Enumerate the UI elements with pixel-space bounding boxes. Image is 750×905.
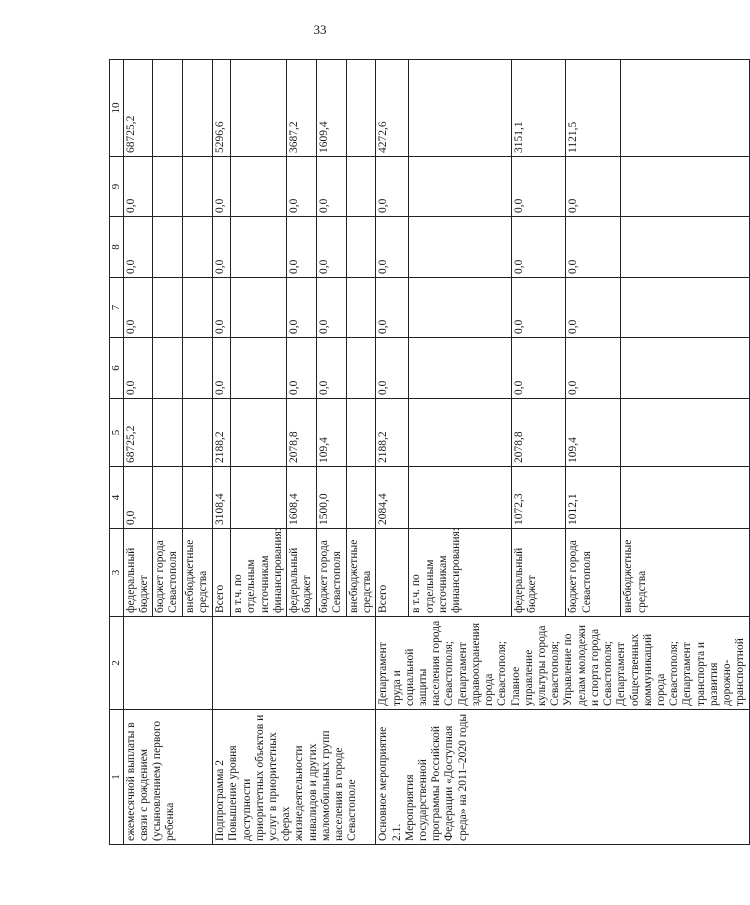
- value-cell-col-5: 2188,2: [213, 399, 231, 467]
- value-cell-col-10: 1121,5: [566, 60, 621, 157]
- value-cell-col-5: 2078,8: [286, 399, 316, 467]
- value-cell-col-7: [231, 278, 287, 338]
- value-cell-col-5: 2188,2: [376, 399, 409, 467]
- funding-source-cell: федеральный бюджет: [286, 529, 316, 617]
- funding-source-cell: бюджет города Севастополя: [566, 529, 621, 617]
- value-cell-col-9: [409, 157, 511, 217]
- executor-cell: Департамент труда и социальной защиты населения города Севастополя; Департамент здравоохранения города Севастополя; Главное управление культуры города Севастополя; Управление по делам молодежи и спорта города Севастополя; Департамент общественных коммуникаций города Севастополя; Департамент транспорта и развития дорожно-транспортной: [376, 617, 749, 710]
- value-cell-col-8: [346, 217, 375, 278]
- value-cell-col-6: 0,0: [316, 338, 346, 399]
- value-cell-col-5: [346, 399, 375, 467]
- value-cell-col-4: [346, 467, 375, 529]
- table-row: [213, 60, 231, 845]
- value-cell-col-10: [409, 60, 511, 157]
- col-header-8: 8: [110, 217, 124, 278]
- table-sheet: [109, 60, 747, 845]
- col-header-6: 6: [110, 338, 124, 399]
- value-cell-col-7: [621, 278, 749, 338]
- value-cell-col-7: [153, 278, 183, 338]
- financing-table: [109, 59, 750, 845]
- value-cell-col-9: [231, 157, 287, 217]
- col-header-1: 1: [110, 710, 124, 845]
- value-cell-col-5: [231, 399, 287, 467]
- value-cell-col-8: [621, 217, 749, 278]
- value-cell-col-7: 0,0: [376, 278, 409, 338]
- value-cell-col-5: 109,4: [316, 399, 346, 467]
- value-cell-col-7: 0,0: [566, 278, 621, 338]
- value-cell-col-10: 1609,4: [316, 60, 346, 157]
- value-cell-col-5: 68725,2: [123, 399, 152, 467]
- value-cell-col-7: [346, 278, 375, 338]
- value-cell-col-4: [231, 467, 287, 529]
- value-cell-col-9: [621, 157, 749, 217]
- value-cell-col-9: 0,0: [123, 157, 152, 217]
- value-cell-col-10: 3687,2: [286, 60, 316, 157]
- value-cell-col-8: [231, 217, 287, 278]
- column-number-row: [110, 60, 124, 845]
- value-cell-col-7: 0,0: [316, 278, 346, 338]
- value-cell-col-6: [231, 338, 287, 399]
- value-cell-col-6: 0,0: [376, 338, 409, 399]
- col-header-9: 9: [110, 157, 124, 217]
- value-cell-col-4: 3108,4: [213, 467, 231, 529]
- value-cell-col-10: [183, 60, 213, 157]
- col-header-7: 7: [110, 278, 124, 338]
- measure-name-cell: Основное мероприятие 2.1. Мероприятия государственной программы Российской Федерации «Доступная среда» на 2011–2020 годы: [376, 710, 749, 845]
- funding-source-cell: Всего: [376, 529, 409, 617]
- funding-source-cell: в т.ч. по отдельным источникам финансирования:: [409, 529, 511, 617]
- value-cell-col-7: 0,0: [213, 278, 231, 338]
- col-header-10: 10: [110, 60, 124, 157]
- funding-source-cell: бюджет города Севастополя: [153, 529, 183, 617]
- value-cell-col-9: 0,0: [316, 157, 346, 217]
- funding-source-cell: бюджет города Севастополя: [316, 529, 346, 617]
- value-cell-col-7: 0,0: [286, 278, 316, 338]
- value-cell-col-8: 0,0: [213, 217, 231, 278]
- funding-source-cell: федеральный бюджет: [511, 529, 566, 617]
- value-cell-col-9: 0,0: [376, 157, 409, 217]
- value-cell-col-6: [346, 338, 375, 399]
- value-cell-col-4: [153, 467, 183, 529]
- value-cell-col-6: 0,0: [286, 338, 316, 399]
- funding-source-cell: внебюджетные средства: [346, 529, 375, 617]
- value-cell-col-4: 1500,0: [316, 467, 346, 529]
- value-cell-col-6: 0,0: [511, 338, 566, 399]
- value-cell-col-9: 0,0: [566, 157, 621, 217]
- value-cell-col-10: 5296,6: [213, 60, 231, 157]
- value-cell-col-8: 0,0: [123, 217, 152, 278]
- value-cell-col-6: [409, 338, 511, 399]
- value-cell-col-9: [183, 157, 213, 217]
- value-cell-col-4: [621, 467, 749, 529]
- executor-cell: [123, 617, 212, 710]
- value-cell-col-6: [183, 338, 213, 399]
- value-cell-col-6: 0,0: [566, 338, 621, 399]
- rotated-table-container: [109, 60, 747, 845]
- value-cell-col-7: 0,0: [511, 278, 566, 338]
- executor-cell: [213, 617, 376, 710]
- table-row: [123, 60, 152, 845]
- funding-source-cell: федеральный бюджет: [123, 529, 152, 617]
- funding-source-cell: в т.ч. по отдельным источникам финансирования:: [231, 529, 287, 617]
- value-cell-col-10: [231, 60, 287, 157]
- value-cell-col-4: 1608,4: [286, 467, 316, 529]
- value-cell-col-6: 0,0: [123, 338, 152, 399]
- col-header-3: 3: [110, 529, 124, 617]
- value-cell-col-4: 1012,1: [566, 467, 621, 529]
- value-cell-col-6: [621, 338, 749, 399]
- value-cell-col-5: [409, 399, 511, 467]
- value-cell-col-9: 0,0: [286, 157, 316, 217]
- value-cell-col-8: 0,0: [511, 217, 566, 278]
- value-cell-col-4: 2084,4: [376, 467, 409, 529]
- value-cell-col-4: 1072,3: [511, 467, 566, 529]
- col-header-2: 2: [110, 617, 124, 710]
- value-cell-col-5: [153, 399, 183, 467]
- value-cell-col-7: 0,0: [123, 278, 152, 338]
- funding-source-cell: внебюджетные средства: [621, 529, 749, 617]
- value-cell-col-8: [409, 217, 511, 278]
- value-cell-col-6: [153, 338, 183, 399]
- value-cell-col-9: 0,0: [511, 157, 566, 217]
- value-cell-col-10: [153, 60, 183, 157]
- col-header-5: 5: [110, 399, 124, 467]
- measure-name-cell: Подпрограмма 2 Повышение уровня доступности приоритетных объектов и услуг в приоритетных сферах жизнедеятельности инвалидов и других маломобильных групп населения в городе Севастополе: [213, 710, 376, 845]
- table-body: [123, 60, 749, 845]
- value-cell-col-6: 0,0: [213, 338, 231, 399]
- value-cell-col-5: 2078,8: [511, 399, 566, 467]
- value-cell-col-5: [621, 399, 749, 467]
- value-cell-col-8: [183, 217, 213, 278]
- value-cell-col-7: [183, 278, 213, 338]
- funding-source-cell: Всего: [213, 529, 231, 617]
- value-cell-col-7: [409, 278, 511, 338]
- value-cell-col-10: 3151,1: [511, 60, 566, 157]
- value-cell-col-8: 0,0: [566, 217, 621, 278]
- value-cell-col-9: [153, 157, 183, 217]
- value-cell-col-10: [346, 60, 375, 157]
- value-cell-col-8: 0,0: [286, 217, 316, 278]
- value-cell-col-5: 109,4: [566, 399, 621, 467]
- value-cell-col-10: 4272,6: [376, 60, 409, 157]
- value-cell-col-8: 0,0: [376, 217, 409, 278]
- page-number: 33: [313, 22, 327, 37]
- value-cell-col-9: 0,0: [213, 157, 231, 217]
- measure-name-cell: ежемесячной выплаты в связи с рождением (усыновлением) первого ребенка: [123, 710, 212, 845]
- col-header-4: 4: [110, 467, 124, 529]
- value-cell-col-9: [346, 157, 375, 217]
- value-cell-col-4: 0,0: [123, 467, 152, 529]
- value-cell-col-10: 68725,2: [123, 60, 152, 157]
- value-cell-col-8: [153, 217, 183, 278]
- value-cell-col-4: [183, 467, 213, 529]
- value-cell-col-4: [409, 467, 511, 529]
- value-cell-col-8: 0,0: [316, 217, 346, 278]
- table-row: [376, 60, 409, 845]
- funding-source-cell: внебюджетные средства: [183, 529, 213, 617]
- value-cell-col-10: [621, 60, 749, 157]
- value-cell-col-5: [183, 399, 213, 467]
